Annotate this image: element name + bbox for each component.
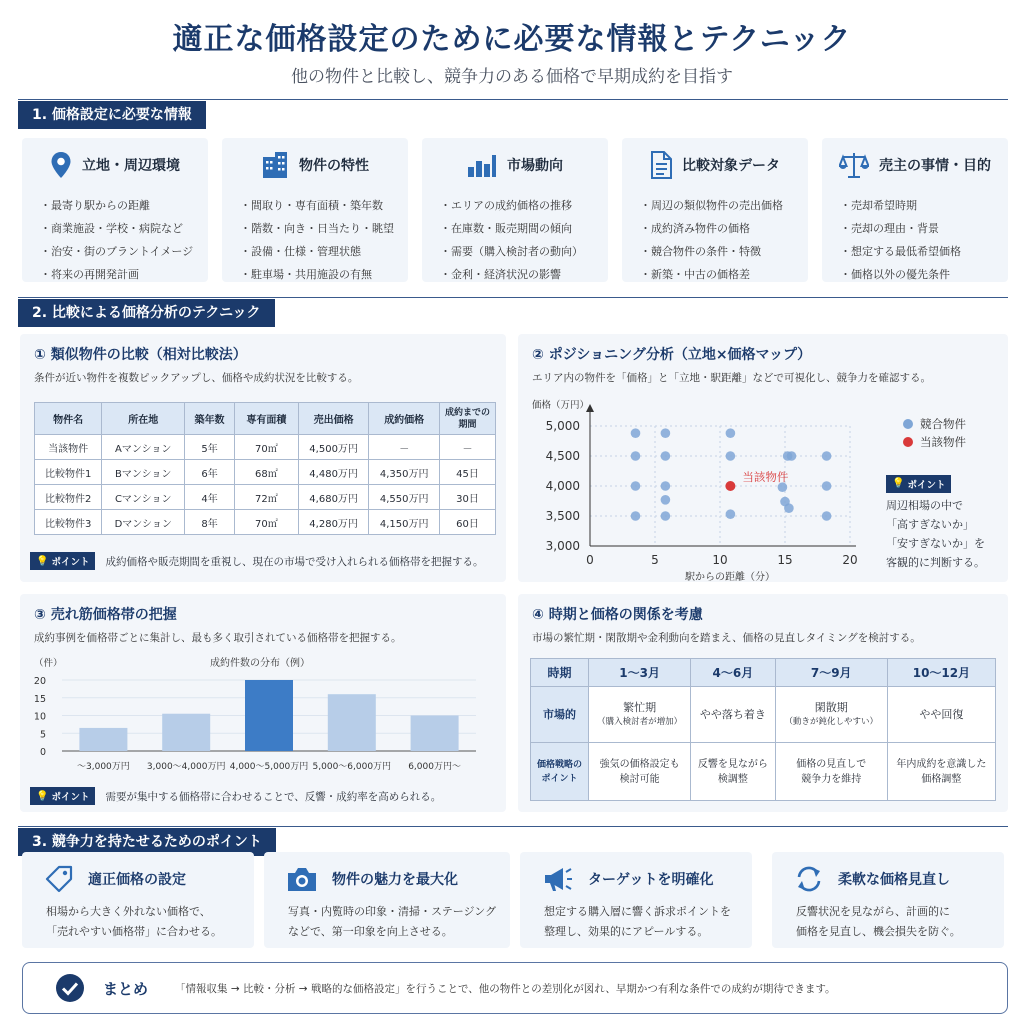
table-cell: 72㎡ <box>234 485 298 510</box>
table-cell: 4,680万円 <box>298 485 369 510</box>
panel-description: 市場の繁忙期・閑散期や金利動向を踏まえ、価格の見直しタイミングを検討する。 <box>532 632 921 644</box>
table-cell: 比較物件2 <box>35 485 102 510</box>
table-cell <box>775 687 887 743</box>
table-cell: 70㎡ <box>234 510 298 535</box>
cell-line: 競争力を維持 <box>801 773 862 785</box>
table-row <box>35 510 496 535</box>
panel-timing <box>518 594 1008 812</box>
desc-line: 整理し、効果的にアピールする。 <box>544 925 709 938</box>
scatter-point-note <box>886 496 985 572</box>
bar-chart-icon <box>467 152 497 178</box>
cell-line: 検討可能 <box>619 773 660 785</box>
panel-positioning <box>518 334 1008 582</box>
cell-main: やや回復 <box>919 708 964 721</box>
location-pin-icon <box>50 151 72 179</box>
scatter-point <box>661 428 671 438</box>
x-tick-label: 5 <box>651 553 659 567</box>
building-icon <box>261 151 289 179</box>
x-tick-label: 0 <box>586 553 594 567</box>
panel-title: ④ 時期と価格の関係を考慮 <box>532 607 703 623</box>
section-1-header: 1. 価格設定に必要な情報 <box>18 101 206 129</box>
table-cell: 4,350万円 <box>369 460 440 485</box>
card-title: 物件の魅力を最大化 <box>332 872 458 888</box>
note-line: 「安すぎないか」を <box>886 537 985 550</box>
table-cell <box>887 687 995 743</box>
panel-similar-comparison <box>20 334 506 582</box>
x-tick-label: 4,000～5,000万円 <box>229 762 309 772</box>
list-item: ・金利・経済状況の影響 <box>440 268 561 281</box>
panel-title: ② ポジショニング分析（立地×価格マップ） <box>532 347 812 363</box>
note-line: 客観的に判断する。 <box>886 556 985 569</box>
scatter-point-target <box>725 481 735 491</box>
card-title: 比較対象データ <box>682 158 780 174</box>
list-item: ・治安・街のブラントイメージ <box>40 245 194 258</box>
y-tick-label: 20 <box>33 676 46 687</box>
list-item: ・需要（購入検討者の動向） <box>440 245 583 258</box>
desc-line: などで、第一印象を向上させる。 <box>288 925 453 938</box>
table-header: 成約までの期間 <box>440 403 496 435</box>
scatter-point <box>726 451 736 461</box>
x-tick-label: 6,000万円～ <box>408 762 461 772</box>
scatter-point <box>661 495 671 505</box>
y-tick-label: 0 <box>39 747 46 758</box>
list-item: ・競合物件の条件・特徴 <box>640 245 761 258</box>
megaphone-icon <box>542 865 574 893</box>
card-list <box>440 194 608 286</box>
point-badge <box>30 552 95 570</box>
scatter-point-badge <box>886 471 951 493</box>
note-line: 周辺相場の中で <box>886 499 963 512</box>
table-cell: Aマンション <box>102 435 185 460</box>
season-table <box>530 658 996 801</box>
card-description <box>288 902 510 942</box>
list-item: ・間取り・専有面積・築年数 <box>240 199 383 212</box>
card-title: ターゲットを明確化 <box>588 872 714 888</box>
table-cell: 4,280万円 <box>298 510 369 535</box>
card-description <box>46 902 254 942</box>
info-card-location <box>22 138 208 282</box>
table-cell: － <box>440 435 496 460</box>
summary-box <box>22 962 1008 1014</box>
tip-card-appeal <box>264 852 510 948</box>
card-description <box>544 902 752 942</box>
info-card-comparison <box>622 138 808 282</box>
list-item: ・想定する最低希望価格 <box>840 245 961 258</box>
tip-card-review <box>772 852 1004 948</box>
panel-description: 条件が近い物件を複数ピックアップし、価格や成約状況を比較する。 <box>34 372 359 384</box>
table-cell: 30日 <box>440 485 496 510</box>
table-cell: 70㎡ <box>234 435 298 460</box>
y-axis-label: （件） <box>34 658 63 669</box>
y-tick-label: 15 <box>33 693 46 705</box>
table-cell: Bマンション <box>102 460 185 485</box>
y-tick-label: 5,000 <box>545 419 580 433</box>
tip-card-target <box>520 852 752 948</box>
table-cell: Dマンション <box>102 510 185 535</box>
scatter-point <box>726 428 736 438</box>
scatter-point <box>784 503 794 513</box>
row-header <box>531 743 589 801</box>
x-tick-label: 10 <box>712 553 728 567</box>
legend-marker <box>903 437 913 447</box>
lightbulb-icon: 💡 <box>36 790 49 802</box>
x-axis-label: 駅からの距離（分） <box>685 572 775 582</box>
list-item: ・将来の再開発計画 <box>40 268 139 281</box>
table-cell: 6年 <box>185 460 235 485</box>
scatter-point <box>631 481 641 491</box>
point-note: 需要が集中する価格帯に合わせることで、反響・成約率を高められる。 <box>105 790 442 803</box>
table-cell: 68㎡ <box>234 460 298 485</box>
scatter-point <box>631 428 641 438</box>
table-row <box>531 743 996 801</box>
bar-chart <box>20 594 506 812</box>
scatter-point <box>631 511 641 521</box>
table-cell <box>589 687 691 743</box>
legend-label: 当該物件 <box>920 435 966 449</box>
x-tick-label: 20 <box>842 553 858 567</box>
list-item: ・成約済み物件の価格 <box>640 222 750 235</box>
desc-line: 価格を見直し、機会損失を防ぐ。 <box>796 925 961 938</box>
cell-main: 繁忙期 <box>623 700 657 714</box>
list-item: ・設備・仕様・管理状態 <box>240 245 361 258</box>
bar <box>79 728 127 751</box>
list-item: ・売却希望時期 <box>840 199 917 212</box>
card-list <box>640 194 808 286</box>
cell-line: 価格調整 <box>921 773 962 785</box>
y-tick-label: 10 <box>33 711 46 723</box>
list-item: ・周辺の類似物件の売出価格 <box>640 199 783 212</box>
bar <box>245 680 293 751</box>
table-header-row <box>35 403 496 435</box>
card-title: 柔軟な価格見直し <box>838 872 950 888</box>
legend-marker <box>903 419 913 429</box>
table-header: 7～9月 <box>775 659 887 687</box>
table-cell <box>691 687 775 743</box>
panel-price-band <box>20 594 506 812</box>
cell-line: 反響を見ながら <box>697 758 768 770</box>
desc-line: 相場から大きく外れない価格で、 <box>46 905 211 918</box>
desc-line: 「売れやすい価格帯」に合わせる。 <box>46 925 222 938</box>
table-header: 売出価格 <box>298 403 369 435</box>
scatter-point <box>822 481 832 491</box>
cell-line: 価格の見直しで <box>796 758 867 770</box>
scatter-point <box>822 451 832 461</box>
scatter-point <box>787 451 797 461</box>
table-cell <box>691 743 775 801</box>
table-cell: 比較物件3 <box>35 510 102 535</box>
card-list <box>240 194 408 286</box>
card-title: 物件の特性 <box>299 158 369 174</box>
table-header: 10～12月 <box>887 659 995 687</box>
x-tick-label: 15 <box>777 553 793 567</box>
row-header-line: 価格戦略の <box>536 759 582 770</box>
legend-label: 競合物件 <box>920 417 966 431</box>
card-title: 立地・周辺環境 <box>82 158 180 174</box>
lightbulb-icon: 💡 <box>892 478 905 489</box>
desc-line: 想定する購入層に響く訴求ポイントを <box>544 905 731 918</box>
row-header-line: ポイント <box>541 773 578 784</box>
card-title: 市場動向 <box>507 158 563 174</box>
cell-sub: （購入検討者が増加） <box>597 716 683 727</box>
summary-text: 「情報収集 → 比較・分析 → 戦略的な価格設定」を行うことで、他の物件との差別化が図れ、早期かつ有利な条件での成約が期待できます。 <box>175 982 836 995</box>
badge-label: ポイント <box>907 479 946 491</box>
table-row <box>35 485 496 510</box>
card-list <box>840 194 1008 286</box>
scatter-point <box>822 511 832 521</box>
scatter-point <box>661 451 671 461</box>
table-header: 所在地 <box>102 403 185 435</box>
chart-title: 成約件数の分布（例） <box>210 658 310 669</box>
row-header: 市場的 <box>531 687 589 743</box>
table-cell: 比較物件1 <box>35 460 102 485</box>
y-tick-label: 4,000 <box>545 479 580 493</box>
x-tick-label: ～3,000万円 <box>77 762 130 772</box>
cell-line: 強気の価格設定も <box>599 758 680 770</box>
table-cell: 60日 <box>440 510 496 535</box>
bar <box>162 714 210 751</box>
panel-title: ① 類似物件の比較（相対比較法） <box>34 347 247 363</box>
scatter-point <box>631 451 641 461</box>
table-cell <box>775 743 887 801</box>
table-cell <box>887 743 995 801</box>
table-cell: Cマンション <box>102 485 185 510</box>
target-annotation: 当該物件 <box>742 470 789 484</box>
page-title: 適正な価格設定のために必要な情報とテクニック <box>172 22 852 57</box>
point-badge <box>886 475 951 493</box>
info-card-market <box>422 138 608 282</box>
table-header: 成約価格 <box>369 403 440 435</box>
section-2-header: 2. 比較による価格分析のテクニック <box>18 299 275 327</box>
card-title: 適正価格の設定 <box>88 872 186 888</box>
bar <box>411 716 459 752</box>
summary-label: まとめ <box>103 979 149 998</box>
cell-main: 閑散期 <box>814 700 848 714</box>
panel-title: ③ 売れ筋価格帯の把握 <box>34 607 177 623</box>
list-item: ・価格以外の優先条件 <box>840 268 950 281</box>
price-tag-icon <box>44 864 74 894</box>
table-header: 1～3月 <box>589 659 691 687</box>
table-header: 築年数 <box>185 403 235 435</box>
card-title: 売主の事情・目的 <box>879 158 991 174</box>
table-header: 時期 <box>531 659 589 687</box>
list-item: ・エリアの成約価格の推移 <box>440 199 572 212</box>
list-item: ・最寄り駅からの距離 <box>40 199 150 212</box>
list-item: ・駐車場・共用施設の有無 <box>240 268 372 281</box>
tip-card-price <box>22 852 254 948</box>
cell-sub: （動きが鈍化しやすい） <box>784 716 878 727</box>
badge-label: ポイント <box>51 557 90 568</box>
y-tick-label: 3,500 <box>545 509 580 523</box>
card-description <box>796 902 1004 942</box>
point-badge <box>30 787 95 805</box>
divider <box>18 826 1008 827</box>
scatter-point <box>726 509 736 519</box>
divider <box>18 297 1008 298</box>
table-cell: 4,480万円 <box>298 460 369 485</box>
bar <box>328 694 376 751</box>
table-cell: 当該物件 <box>35 435 102 460</box>
x-tick-label: 3,000～4,000万円 <box>146 762 226 772</box>
info-card-seller <box>822 138 1008 282</box>
point-note: 成約価格や販売期間を重視し、現在の市場で受け入れられる価格帯を把握する。 <box>105 555 484 568</box>
camera-icon <box>286 865 318 893</box>
table-header-row <box>531 659 996 687</box>
cell-main: やや落ち着き <box>699 708 766 721</box>
divider <box>18 99 1008 100</box>
card-list <box>40 194 208 286</box>
desc-line: 反響状況を見ながら、計画的に <box>796 905 950 918</box>
table-cell: 4,550万円 <box>369 485 440 510</box>
y-tick-label: 5 <box>39 729 46 741</box>
list-item: ・商業施設・学校・病院など <box>40 222 183 235</box>
comparison-table <box>34 402 496 535</box>
table-cell <box>589 743 691 801</box>
document-icon <box>650 151 672 179</box>
list-item: ・階数・向き・日当たり・眺望 <box>240 222 394 235</box>
table-cell: 45日 <box>440 460 496 485</box>
scales-icon <box>839 151 869 179</box>
table-header: 物件名 <box>35 403 102 435</box>
panel-description: エリア内の物件を「価格」と「立地・駅距離」などで可視化し、競争力を確認する。 <box>532 372 931 384</box>
table-row <box>531 687 996 743</box>
check-circle-icon <box>55 973 85 1003</box>
table-cell: 4,500万円 <box>298 435 369 460</box>
y-tick-label: 4,500 <box>545 449 580 463</box>
table-cell: 4,150万円 <box>369 510 440 535</box>
table-row <box>35 460 496 485</box>
x-tick-label: 5,000～6,000万円 <box>312 762 392 772</box>
y-tick-label: 3,000 <box>545 539 580 553</box>
desc-line: 写真・内覧時の印象・清掃・ステージング <box>288 905 497 918</box>
section-3-header: 3. 競争力を持たせるためのポイント <box>18 828 276 856</box>
cell-line: 検調整 <box>717 773 748 785</box>
note-line: 「高すぎないか」 <box>886 518 974 531</box>
table-row <box>35 435 496 460</box>
y-axis-label: 価格（万円） <box>532 400 590 411</box>
lightbulb-icon: 💡 <box>36 555 49 567</box>
scatter-point <box>661 511 671 521</box>
badge-label: ポイント <box>51 792 90 803</box>
scatter-point <box>661 481 671 491</box>
page-subtitle: 他の物件と比較し、競争力のある価格で早期成約を目指す <box>291 67 733 87</box>
list-item: ・売却の理由・背景 <box>840 222 939 235</box>
refresh-icon <box>794 864 824 894</box>
table-cell: 8年 <box>185 510 235 535</box>
table-header: 4～6月 <box>691 659 775 687</box>
cell-line: 年内成約を意識した <box>896 758 987 770</box>
panel-description: 成約事例を価格帯ごとに集計し、最も多く取引されている価格帯を把握する。 <box>34 632 402 644</box>
list-item: ・在庫数・販売期間の傾向 <box>440 222 572 235</box>
info-card-property <box>222 138 408 282</box>
table-cell: － <box>369 435 440 460</box>
table-header: 専有面積 <box>234 403 298 435</box>
list-item: ・新築・中古の価格差 <box>640 268 750 281</box>
table-cell: 4年 <box>185 485 235 510</box>
table-cell: 5年 <box>185 435 235 460</box>
